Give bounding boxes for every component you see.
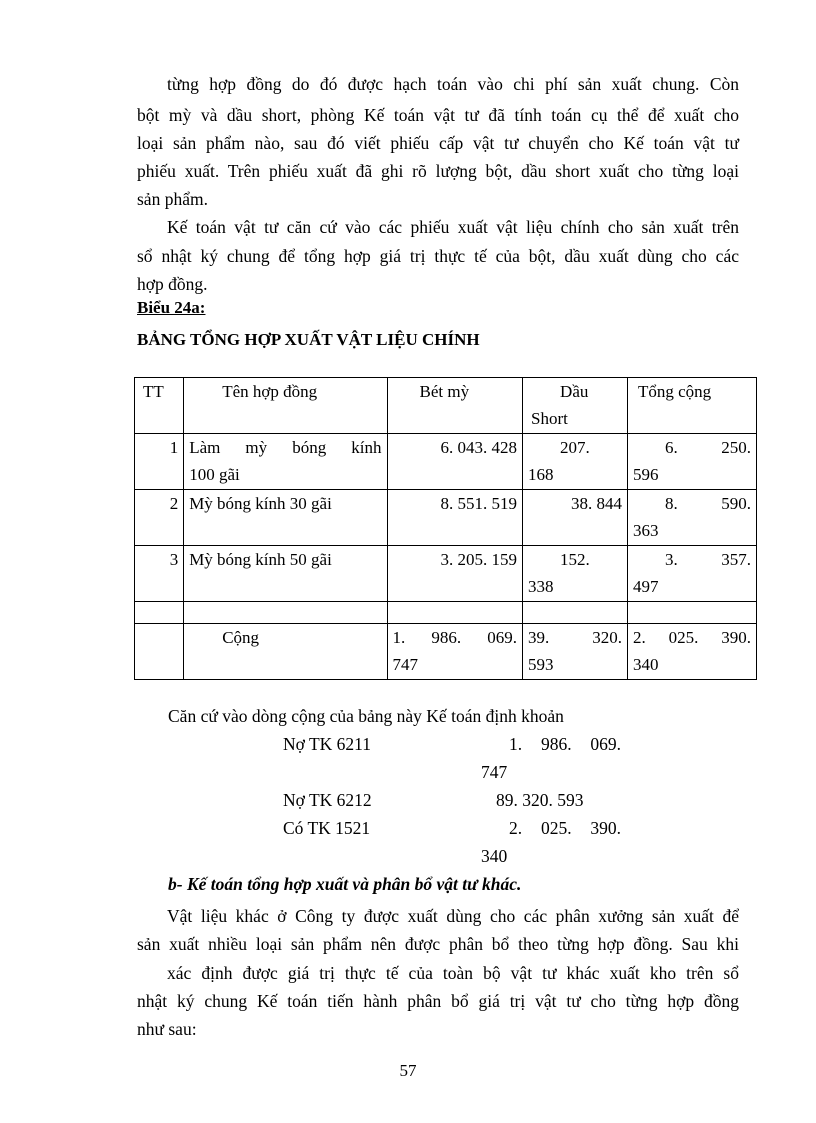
empty-cell	[135, 602, 184, 624]
sum-total	[627, 624, 756, 680]
p3-line-5: như sau:	[137, 1019, 197, 1039]
p3-line-2: sản xuất nhiều loại sản phẩm nên được phân bổ theo từng hợp đồng. Sau khi	[137, 934, 739, 954]
header-oil	[523, 378, 628, 434]
entry-1-amount: 1. 986. 069.	[509, 734, 621, 754]
row-3-total	[627, 546, 756, 602]
p2-line-2: sổ nhật ký chung để tổng hợp giá trị thực tế của bột, dầu xuất dùng cho các	[137, 246, 739, 266]
p1-line-2: bột mỳ và dầu short, phòng Kế toán vật tư đã tính toán cụ thể để xuất cho	[137, 105, 739, 125]
section-b-title: b- Kế toán tổng hợp xuất và phân bổ vật tư khác.	[168, 874, 522, 894]
row-1-total	[627, 434, 756, 490]
header-tt: TT	[135, 378, 184, 434]
row-2-name-line-1: Mỳ bóng kính 30 gãi	[189, 494, 332, 513]
table-row	[135, 434, 757, 490]
sum-flour-line-1: 1. 986. 069.	[392, 628, 518, 647]
row-3-oil-line-1: 152.	[560, 550, 590, 569]
entries-intro: Căn cứ vào dòng cộng của bảng này Kế toán định khoản	[168, 706, 564, 726]
entry-1-amount-cont: 747	[481, 762, 508, 782]
sum-total-line-1: 2. 025. 390.	[632, 628, 751, 647]
table-row	[135, 490, 757, 546]
table-sum-row	[135, 624, 757, 680]
row-3-flour: 3. 205. 159	[387, 546, 523, 602]
summary-table	[134, 377, 757, 680]
row-1-total-line-2: 596	[632, 465, 659, 484]
sum-total-line-2: 340	[632, 655, 659, 674]
row-3-total-line-2: 497	[632, 577, 659, 596]
sum-flour	[387, 624, 523, 680]
header-oil-line-2: Short	[531, 409, 568, 428]
row-1-name	[184, 434, 387, 490]
p1-line-1: từng hợp đồng do đó được hạch toán vào chi phí sản xuất chung. Còn	[167, 74, 739, 94]
row-2-oil: 38. 844	[523, 490, 628, 546]
row-1-oil-line-2: 168	[528, 465, 554, 484]
row-1-oil-line-1: 207.	[560, 438, 590, 457]
entry-3-amount: 2. 025. 390.	[509, 818, 621, 838]
row-2-total-line-2: 363	[632, 521, 659, 540]
entry-1-account: Nợ TK 6211	[283, 734, 372, 754]
sum-oil-line-2: 593	[528, 655, 554, 674]
p2-line-3: hợp đồng.	[137, 274, 208, 294]
empty-cell	[184, 602, 387, 624]
row-1-total-line-1: 6. 250.	[664, 438, 751, 457]
header-flour: Bét mỳ	[387, 378, 523, 434]
entry-2-account: Nợ TK 6212	[283, 790, 372, 810]
row-1-name-line-1: Làm mỳ bóng kính	[189, 438, 382, 457]
sum-tt-cell	[135, 624, 184, 680]
sum-label: Cộng	[184, 624, 387, 680]
table-label: Biểu 24a:	[137, 298, 206, 317]
table-row	[135, 546, 757, 602]
p1-line-5: sản phẩm.	[137, 189, 208, 209]
row-2-name	[184, 490, 387, 546]
row-2-total	[627, 490, 756, 546]
p3-line-1: Vật liệu khác ở Công ty được xuất dùng cho các phân xưởng sản xuất để	[167, 906, 739, 926]
entry-3-account: Có TK 1521	[283, 818, 371, 838]
empty-cell	[627, 602, 756, 624]
row-3-oil-line-2: 338	[528, 577, 554, 596]
header-oil-line-1: Dầu	[560, 382, 589, 401]
p2-line-1: Kế toán vật tư căn cứ vào các phiếu xuất vật liệu chính cho sản xuất trên	[167, 217, 739, 237]
row-2-total-line-1: 8. 590.	[664, 494, 751, 513]
p1-line-3: loại sản phẩm nào, sau đó viết phiếu cấp vật tư chuyển cho Kế toán vật tư	[137, 133, 739, 153]
page-number: 57	[399, 1061, 417, 1080]
row-1-oil	[523, 434, 628, 490]
sum-oil-line-1: 39. 320.	[528, 628, 622, 647]
header-total: Tổng cộng	[627, 378, 756, 434]
row-2-tt: 2	[135, 490, 184, 546]
sum-oil	[523, 624, 628, 680]
row-3-oil	[523, 546, 628, 602]
empty-cell	[523, 602, 628, 624]
row-3-total-line-1: 3. 357.	[664, 550, 751, 569]
p1-line-4: phiếu xuất. Trên phiếu xuất đã ghi rõ lượng bột, dầu short xuất cho từng loại	[137, 161, 739, 181]
row-3-name	[184, 546, 387, 602]
row-2-flour: 8. 551. 519	[387, 490, 523, 546]
header-name: Tên hợp đồng	[184, 378, 387, 434]
entry-3-amount-cont: 340	[481, 846, 508, 866]
sum-flour-line-2: 747	[392, 655, 418, 674]
row-3-name-line-1: Mỳ bóng kính 50 gãi	[189, 550, 332, 569]
row-1-tt: 1	[135, 434, 184, 490]
entry-2-amount: 89. 320. 593	[496, 790, 584, 810]
row-1-flour: 6. 043. 428	[387, 434, 523, 490]
empty-cell	[387, 602, 523, 624]
table-empty-row	[135, 602, 757, 624]
row-1-name-line-2: 100 gãi	[189, 465, 240, 484]
row-3-tt: 3	[135, 546, 184, 602]
table-header-row	[135, 378, 757, 434]
table-title: BẢNG TỔNG HỢP XUẤT VẬT LIỆU CHÍNH	[137, 330, 480, 349]
p3-line-4: nhật ký chung Kế toán tiến hành phân bổ giá trị vật tư cho từng hợp đồng	[137, 991, 739, 1011]
p3-line-3: xác định được giá trị thực tế của toàn bộ vật tư khác xuất kho trên sổ	[167, 963, 739, 983]
